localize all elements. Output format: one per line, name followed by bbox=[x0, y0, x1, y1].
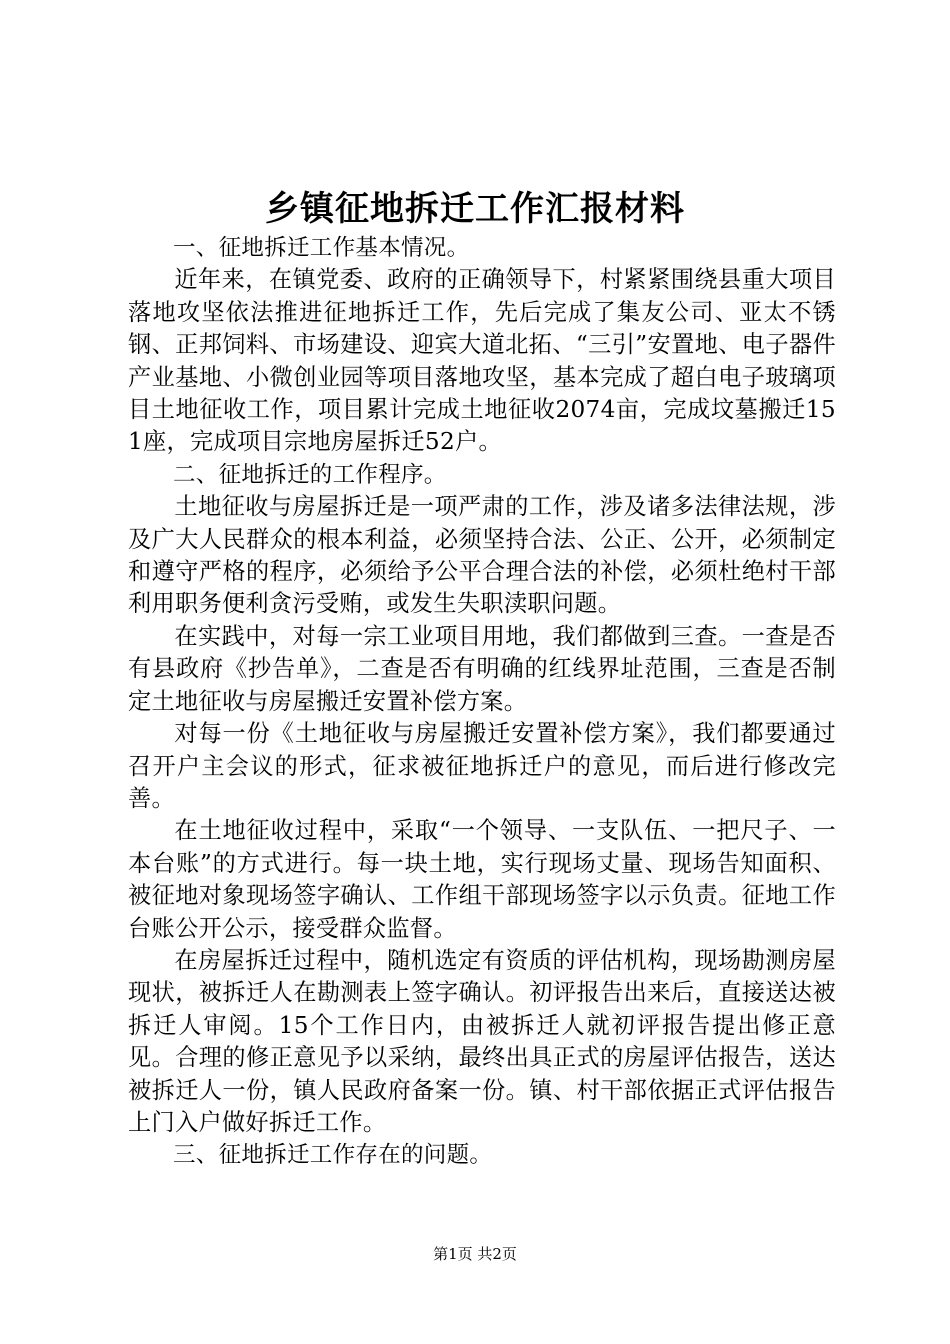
paragraph: 在实践中，对每一宗工业项目用地，我们都做到三查。一查是否有县政府《抄告单》，二查是否有明确的红线界址范围，三查是否制定土地征收与房屋搬迁安置补偿方案。 bbox=[128, 622, 836, 715]
section-heading: 三、征地拆迁工作存在的问题。 bbox=[173, 1142, 493, 1169]
paragraph: 土地征收与房屋拆迁是一项严肃的工作，涉及诸多法律法规，涉及广大人民群众的根本利益，必须坚持合法、公正、公开，必须制定和遵守严格的程序，必须给予公平合理合法的补偿，必须杜绝村干部利用职务便利贪污受贿，或发生失职渎职问题。 bbox=[128, 493, 836, 618]
paragraph: 近年来，在镇党委、政府的正确领导下，村紧紧围绕县重大项目落地攻坚依法推进征地拆迁工作，先后完成了集友公司、亚太不锈钢、正邦饲料、市场建设、迎宾大道北拓、“三引”安置地、电子器件产业基地、小微创业园等项目落地攻坚，基本完成了超白电子玻璃项目土地征收工作，项目累计完成土地征收2074亩，完成坟墓搬迁151座，完成项目宗地房屋拆迁52户。 bbox=[128, 266, 836, 456]
document-body bbox=[128, 232, 836, 1172]
section-heading: 二、征地拆迁的工作程序。 bbox=[173, 461, 447, 488]
page-footer: 第1页 共2页 bbox=[433, 1245, 517, 1263]
paragraph: 对每一份《土地征收与房屋搬迁安置补偿方案》，我们都要通过召开户主会议的形式，征求被征地拆迁户的意见，而后进行修改完善。 bbox=[128, 720, 836, 812]
paragraph: 在房屋拆迁过程中，随机选定有资质的评估机构，现场勘测房屋现状，被拆迁人在勘测表上签字确认。初评报告出来后，直接送达被拆迁人审阅。15个工作日内，由被拆迁人就初评报告提出修正意见。合理的修正意见予以采纳，最终出具正式的房屋评估报告，送达被拆迁人一份，镇人民政府备案一份。镇、村干部依据正式评估报告上门入户做好拆迁工作。 bbox=[128, 946, 836, 1136]
section-heading: 一、征地拆迁工作基本情况。 bbox=[173, 235, 470, 261]
document-title: 乡镇征地拆迁工作汇报材料 bbox=[265, 189, 685, 229]
paragraph: 在土地征收过程中，采取“一个领导、一支队伍、一把尺子、一本台账”的方式进行。每一块土地，实行现场丈量、现场告知面积、被征地对象现场签字确认、工作组干部现场签字以示负责。征地工作台账公开公示，接受群众监督。 bbox=[128, 817, 836, 942]
